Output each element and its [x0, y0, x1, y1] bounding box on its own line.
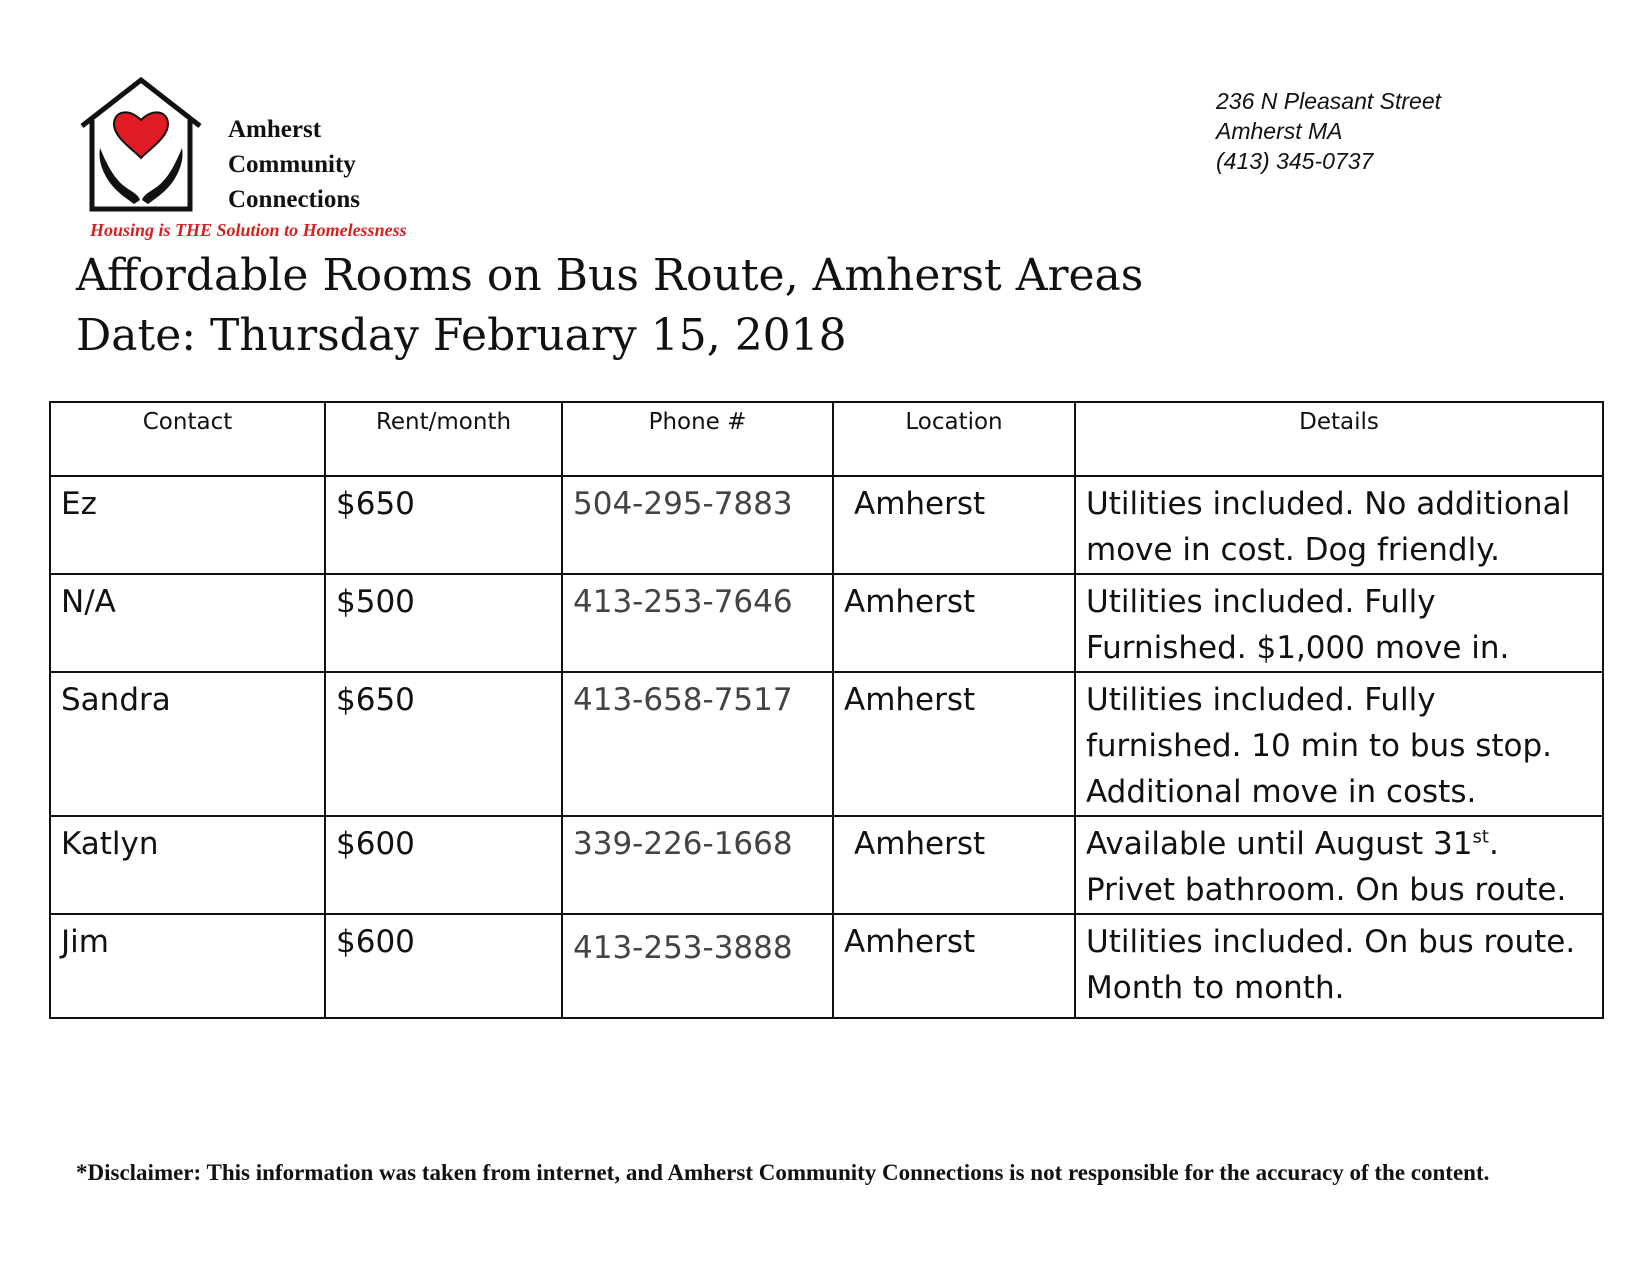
column-header-phone: Phone #	[562, 402, 833, 476]
cell-contact: Sandra	[50, 672, 325, 816]
cell-details: Utilities included. No additional move in cost. Dog friendly.	[1075, 476, 1603, 574]
logo-name	[228, 112, 360, 217]
cell-location: Amherst	[833, 816, 1075, 914]
cell-contact: Katlyn	[50, 816, 325, 914]
cell-phone: 339-226-1668	[562, 816, 833, 914]
logo-name-line: Community	[228, 151, 356, 178]
title-line: Affordable Rooms on Bus Route, Amherst Areas	[76, 250, 1144, 301]
table-header-row	[50, 402, 1603, 476]
left-hand-icon	[99, 148, 140, 204]
address-block	[1216, 86, 1441, 176]
cell-contact: N/A	[50, 574, 325, 672]
cell-phone: 504-295-7883	[562, 476, 833, 574]
house-heart-hands-icon	[76, 76, 206, 216]
cell-contact: Ez	[50, 476, 325, 574]
organization-logo	[76, 76, 476, 246]
cell-location: Amherst	[833, 476, 1075, 574]
cell-details: Utilities included. Fully furnished. 10 min to bus stop. Additional move in costs.	[1075, 672, 1603, 816]
cell-rent: $650	[325, 476, 562, 574]
table-row	[50, 672, 1603, 816]
right-hand-icon	[142, 148, 183, 204]
table-row	[50, 476, 1603, 574]
cell-details: Utilities included. Fully Furnished. $1,000 move in.	[1075, 574, 1603, 672]
cell-location: Amherst	[833, 914, 1075, 1018]
column-header-details: Details	[1075, 402, 1603, 476]
table-row	[50, 574, 1603, 672]
cell-details: Utilities included. On bus route. Month to month.	[1075, 914, 1603, 1018]
heart-icon	[114, 112, 168, 158]
details-text: . Privet bathroom. On bus route.	[1086, 826, 1567, 908]
column-header-contact: Contact	[50, 402, 325, 476]
cell-phone: 413-658-7517	[562, 672, 833, 816]
table-row	[50, 816, 1603, 914]
column-header-rent: Rent/month	[325, 402, 562, 476]
address-street: 236 N Pleasant Street	[1216, 88, 1442, 114]
date-line: Date: Thursday February 15, 2018	[76, 310, 847, 361]
column-header-location: Location	[833, 402, 1075, 476]
cell-details	[1075, 816, 1603, 914]
address-city: Amherst MA	[1216, 118, 1343, 144]
logo-name-line: Amherst	[228, 116, 322, 143]
details-text: Available until August 31	[1086, 826, 1473, 862]
cell-location: Amherst	[833, 672, 1075, 816]
cell-phone: 413-253-3888	[562, 914, 833, 1018]
cell-phone: 413-253-7646	[562, 574, 833, 672]
address-phone: (413) 345-0737	[1216, 148, 1374, 174]
logo-name-line: Connections	[228, 186, 360, 213]
page-title	[76, 246, 1143, 366]
table-row	[50, 914, 1603, 1018]
cell-location: Amherst	[833, 574, 1075, 672]
cell-rent: $500	[325, 574, 562, 672]
cell-rent: $650	[325, 672, 562, 816]
listings-table	[49, 401, 1604, 1019]
disclaimer: *Disclaimer: This information was taken from internet, and Amherst Community Connections is not responsible for the accuracy of the content.	[76, 1160, 1490, 1185]
cell-rent: $600	[325, 914, 562, 1018]
cell-rent: $600	[325, 816, 562, 914]
ordinal-suffix: st	[1472, 826, 1489, 848]
cell-contact: Jim	[50, 914, 325, 1018]
logo-tagline: Housing is THE Solution to Homelessness	[90, 220, 407, 240]
